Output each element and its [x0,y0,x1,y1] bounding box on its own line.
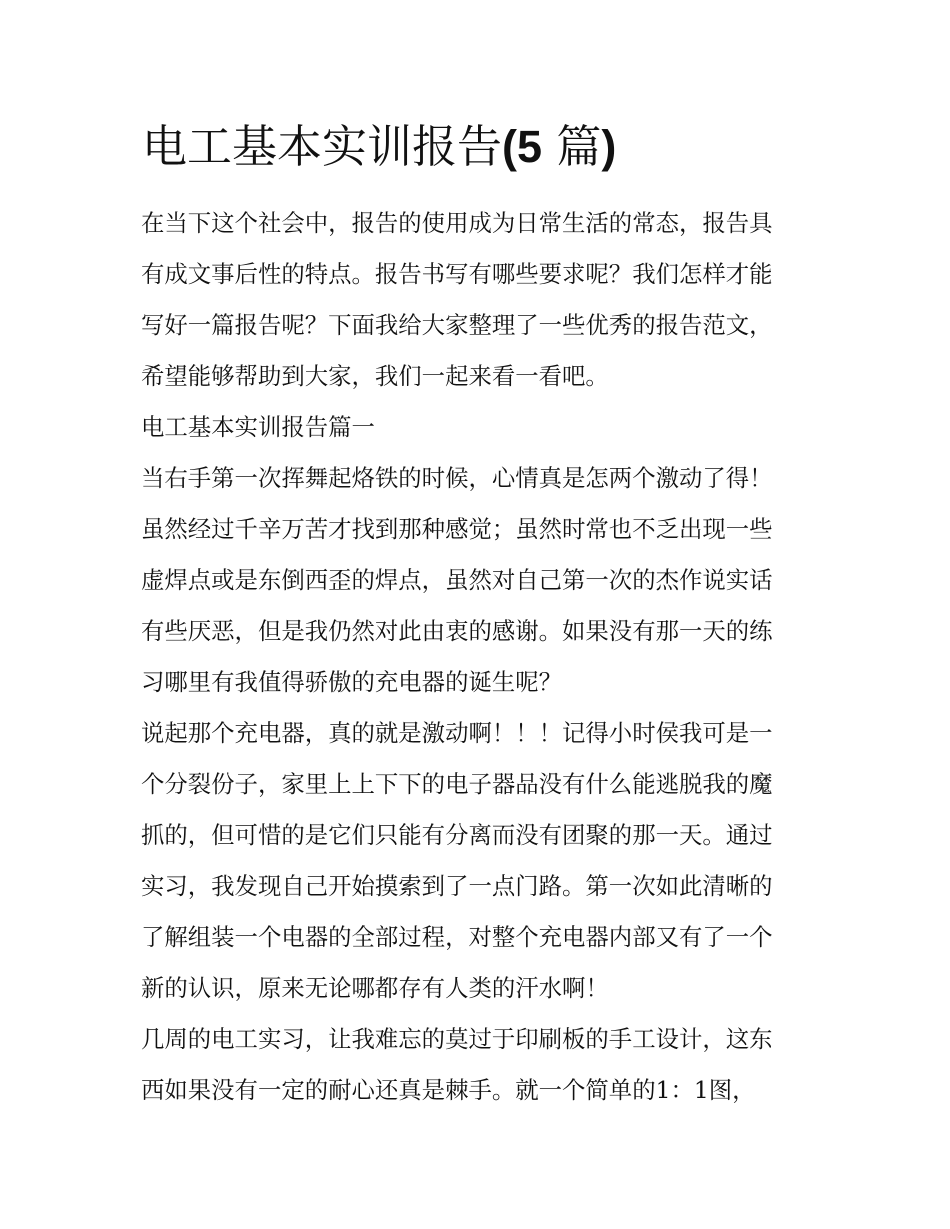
title-count-open: (5 [502,121,543,172]
section-heading-text: 电工基本实训报告篇一 [141,413,375,441]
text-line: 西如果没有一定的耐心还真是棘手。就一个简单的1：1图， [141,1076,756,1104]
text-line: 有成文事后性的特点。报告书写有哪些要求呢？我们怎样才能 [141,260,773,288]
paragraph-charger [141,708,813,1014]
text-line: 写好一篇报告呢？下面我给大家整理了一些优秀的报告范文， [141,311,773,339]
title-chinese: 电工基本实训报告 [142,120,503,173]
text-line: 抓的，但可惜的是它们只能有分离而没有团聚的那一天。通过 [141,821,773,849]
document-body [141,198,813,1116]
text-line: 当右手第一次挥舞起烙铁的时候，心情真是怎两个激动了得！ [141,464,773,492]
text-line: 了解组装一个电器的全部过程，对整个充电器内部又有了一个 [141,923,773,951]
document-title [142,112,842,182]
text-line: 在当下这个社会中，报告的使用成为日常生活的常态，报告具 [141,209,773,237]
text-line: 有些厌恶，但是我仍然对此由衷的感谢。如果没有那一天的练 [141,617,773,645]
text-line: 虽然经过千辛万苦才找到那种感觉；虽然时常也不乏出现一些 [141,515,773,543]
text-line: 习哪里有我值得骄傲的充电器的诞生呢？ [141,668,563,696]
text-line: 虚焊点或是东倒西歪的焊点，虽然对自己第一次的杰作说实话 [141,566,773,594]
text-line: 希望能够帮助到大家，我们一起来看一看吧。 [141,362,609,390]
paragraph-soldering [141,453,813,708]
text-line: 几周的电工实习，让我难忘的莫过于印刷板的手工设计，这东 [141,1025,773,1053]
title-count-close: ) [601,121,617,172]
title-chinese-unit: 篇 [556,120,602,173]
text-line: 实习，我发现自己开始摸索到了一点门路。第一次如此清晰的 [141,872,773,900]
section-heading [141,402,813,453]
text-line: 新的认识，原来无论哪都存有人类的汗水啊！ [141,974,609,1002]
text-line: 说起那个充电器，真的就是激动啊！！！记得小时侯我可是一 [141,719,773,747]
paragraph-pcb [141,1014,813,1116]
paragraph-intro [141,198,813,402]
text-line: 个分裂份子，家里上上下下的电子器品没有什么能逃脱我的魔 [141,770,773,798]
